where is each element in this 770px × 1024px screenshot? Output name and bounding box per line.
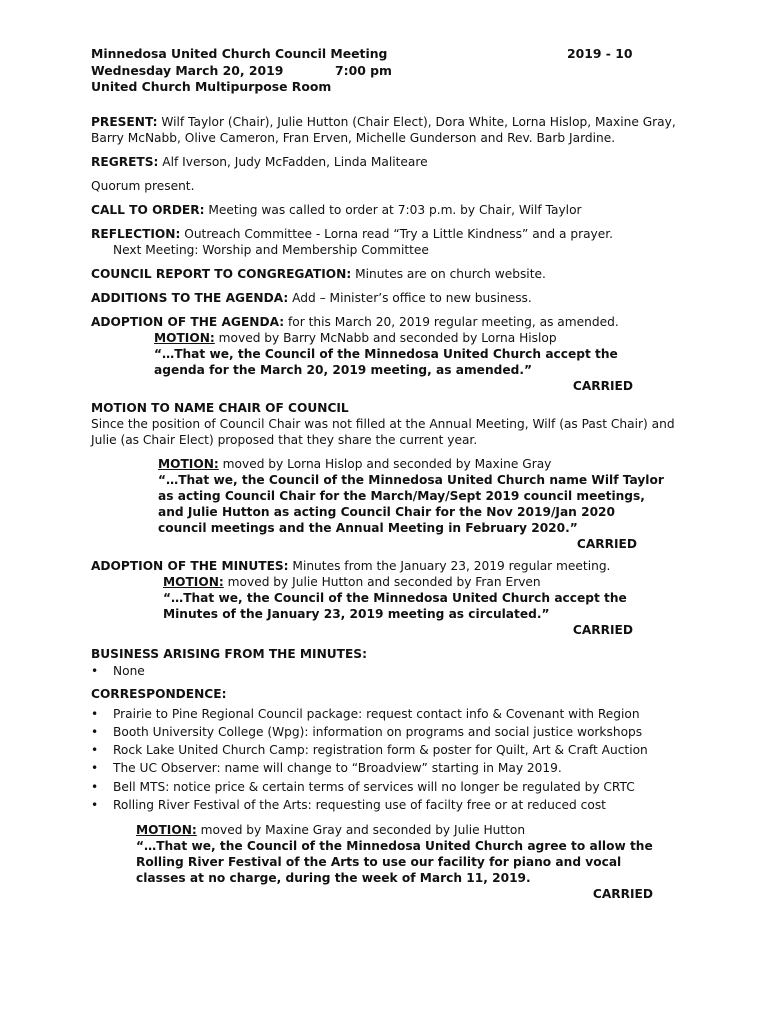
adoption-minutes-label: ADOPTION OF THE MINUTES: <box>91 558 289 573</box>
chair-quote-line-4: council meetings and the Annual Meeting in February 2020.” <box>158 520 578 535</box>
adoption-agenda-text: for this March 20, 2019 regular meeting, as amended. <box>284 314 619 329</box>
adoption-agenda-section <box>91 314 691 330</box>
reflection-section <box>91 226 691 242</box>
adoption-agenda-label: ADOPTION OF THE AGENDA: <box>91 314 285 329</box>
list-item: • The UC Observer: name will change to “Broadview” starting in May 2019. <box>91 759 691 777</box>
chair-carried: CARRIED <box>576 536 637 551</box>
reflection-text: Outreach Committee - Lorna read “Try a Little Kindness” and a prayer. <box>180 226 614 241</box>
meeting-time: 7:00 pm <box>335 62 392 78</box>
meeting-date: Wednesday March 20, 2019 <box>91 62 284 78</box>
business-arising-title: BUSINESS ARISING FROM THE MINUTES: <box>91 646 367 661</box>
additions-section <box>91 290 691 306</box>
additions-text: Add – Minister’s office to new business. <box>288 290 532 305</box>
correspondence-motion <box>136 822 691 838</box>
council-report-section <box>91 266 691 282</box>
list-item: • Rolling River Festival of the Arts: requesting use of facilty free or at reduced cost <box>91 796 691 814</box>
adoption-minutes-section <box>91 558 691 574</box>
minutes-content <box>91 46 691 902</box>
minutes-motion <box>163 574 691 590</box>
chair-motion-text: Since the position of Council Chair was not filled at the Annual Meeting, Wilf (as Past Chair) and Julie (as Chair Elect) proposed that they share the current year. <box>91 416 675 447</box>
list-item: • Bell MTS: notice price & certain terms of services will no longer be regulated by CRTC <box>91 778 691 796</box>
council-report-label: COUNCIL REPORT TO CONGREGATION: <box>91 266 352 281</box>
correspondence-title: CORRESPONDENCE: <box>91 686 227 701</box>
meeting-title: Minnedosa United Church Council Meeting <box>91 46 388 61</box>
reflection-label: REFLECTION: <box>91 226 181 241</box>
agenda-motion <box>154 330 691 346</box>
agenda-motion-label: MOTION: <box>154 330 215 345</box>
next-meeting-text: Next Meeting: Worship and Membership Committee <box>113 242 429 257</box>
minutes-quote-line-1: “…That we, the Council of the Minnedosa United Church accept the <box>163 590 627 605</box>
regrets-label: REGRETS: <box>91 154 159 169</box>
correspondence-quote-line-3: classes at no charge, during the week of March 11, 2019. <box>136 870 531 885</box>
agenda-quote-line-1: “…That we, the Council of the Minnedosa United Church accept the <box>154 346 618 361</box>
chair-quote-line-1: “…That we, the Council of the Minnedosa United Church name Wilf Taylor <box>158 472 664 487</box>
minutes-motion-text: moved by Julie Hutton and seconded by Fran Erven <box>223 574 541 589</box>
correspondence-quote-line-2: Rolling River Festival of the Arts to use our facility for piano and vocal <box>136 854 622 869</box>
meeting-number: 2019 - 10 <box>567 46 633 61</box>
correspondence-motion-label: MOTION: <box>136 822 197 837</box>
call-to-order-text: Meeting was called to order at 7:03 p.m. by Chair, Wilf Taylor <box>204 202 582 217</box>
minutes-quote-line-2: Minutes of the January 23, 2019 meeting as circulated.” <box>163 606 550 621</box>
correspondence-list <box>91 705 691 814</box>
chair-quote-line-2: as acting Council Chair for the March/May/Sept 2019 council meetings, <box>158 488 645 503</box>
council-report-text: Minutes are on church website. <box>351 266 546 281</box>
chair-motion <box>158 456 691 472</box>
agenda-carried: CARRIED <box>572 378 633 393</box>
adoption-minutes-text: Minutes from the January 23, 2019 regular meeting. <box>288 558 611 573</box>
chair-motion-title: MOTION TO NAME CHAIR OF COUNCIL <box>91 400 349 415</box>
correspondence-carried: CARRIED <box>592 886 653 901</box>
minutes-carried: CARRIED <box>572 622 633 637</box>
list-item: • Rock Lake United Church Camp: registration form & poster for Quilt, Art & Craft Auction <box>91 741 691 759</box>
agenda-quote-line-2: agenda for the March 20, 2019 meeting, as amended.” <box>154 362 532 377</box>
present-text: Wilf Taylor (Chair), Julie Hutton (Chair Elect), Dora White, Lorna Hislop, Maxine Gray, Barry McNabb, Olive Cameron, Fran Erven, Michelle Gunderson and Rev. Barb Jardine. <box>91 114 676 145</box>
chair-motion-mover: moved by Lorna Hislop and seconded by Maxine Gray <box>218 456 552 471</box>
additions-label: ADDITIONS TO THE AGENDA: <box>91 290 289 305</box>
meeting-location: United Church Multipurpose Room <box>91 79 332 94</box>
chair-quote-line-3: and Julie Hutton as acting Council Chair for the Nov 2019/Jan 2020 <box>158 504 616 519</box>
document-header <box>91 46 691 96</box>
agenda-motion-text: moved by Barry McNabb and seconded by Lorna Hislop <box>214 330 557 345</box>
regrets-text: Alf Iverson, Judy McFadden, Linda Maliteare <box>158 154 428 169</box>
regrets-section <box>91 154 691 170</box>
call-to-order-section <box>91 202 691 218</box>
chair-motion-label: MOTION: <box>158 456 219 471</box>
present-section <box>91 114 691 146</box>
call-to-order-label: CALL TO ORDER: <box>91 202 205 217</box>
correspondence-quote-line-1: “…That we, the Council of the Minnedosa United Church agree to allow the <box>136 838 653 853</box>
list-item: • Prairie to Pine Regional Council package: request contact info & Covenant with Region <box>91 705 691 723</box>
minutes-motion-label: MOTION: <box>163 574 224 589</box>
list-item: • None <box>91 662 691 680</box>
business-arising-list <box>91 662 691 680</box>
list-item: • Booth University College (Wpg): information on programs and social justice workshops <box>91 723 691 741</box>
present-label: PRESENT: <box>91 114 158 129</box>
quorum-text: Quorum present. <box>91 178 195 193</box>
correspondence-motion-text: moved by Maxine Gray and seconded by Julie Hutton <box>196 822 526 837</box>
